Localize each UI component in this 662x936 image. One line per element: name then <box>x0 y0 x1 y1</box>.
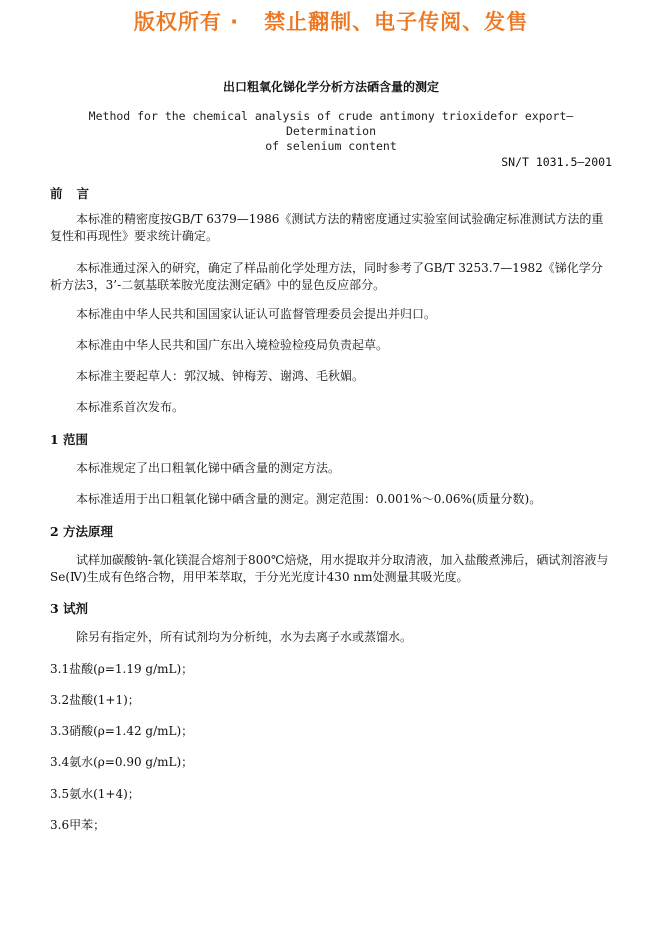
document-title-en <box>50 109 612 154</box>
section-heading-scope: 1 范围 <box>50 432 89 447</box>
foreword-paragraph: 本标准主要起草人：郭汉城、钟梅芳、谢鸿、毛秋媚。 <box>76 369 365 383</box>
reagent-item: 3.6甲苯； <box>50 818 106 832</box>
document-title-cn: 出口粗氧化锑化学分析方法硒含量的测定 <box>222 80 439 94</box>
scope-paragraph: 本标准适用于出口粗氧化锑中硒含量的测定。测定范围：0.001%～0.06%(质量分数)。 <box>76 492 542 506</box>
scope-paragraph: 本标准规定了出口粗氧化锑中硒含量的测定方法。 <box>76 461 341 475</box>
section-heading-principle: 2 方法原理 <box>50 524 114 539</box>
reagent-item: 3.4氨水(ρ=0.90 g/mL)； <box>50 755 194 769</box>
standard-number: SN/T 1031.5—2001 <box>501 155 612 169</box>
title-en-line-1: Method for the chemical analysis of crude antimony trioxidefor export—Determination <box>88 109 574 138</box>
reagent-item: 3.5氨水(1+4)； <box>50 787 140 801</box>
foreword-heading: 前言 <box>50 186 104 201</box>
reagent-item: 3.1盐酸(ρ=1.19 g/mL)； <box>50 662 194 676</box>
principle-paragraph: 试样加碳酸钠-氧化镁混合熔剂于800℃焙烧，用水提取并分取清液，加入盐酸煮沸后，硒试剂溶液与Se(Ⅳ)生成有色络合物，用甲苯萃取，于分光光度计430 nm处测量其吸光度。 <box>50 553 609 584</box>
reagent-item: 3.3硝酸(ρ=1.42 g/mL)； <box>50 724 194 738</box>
foreword-paragraph: 本标准由中华人民共和国广东出入境检验检疫局负责起草。 <box>76 338 389 352</box>
section-heading-reagents: 3 试剂 <box>50 601 89 616</box>
copyright-banner: 版权所有 · 禁止翻制、电子传阅、发售 <box>133 10 529 34</box>
foreword-paragraph: 本标准由中华人民共和国国家认证认可监督管理委员会提出并归口。 <box>76 307 437 321</box>
reagents-intro: 除另有指定外，所有试剂均为分析纯，水为去离子水或蒸馏水。 <box>76 630 413 644</box>
reagent-item: 3.2盐酸(1+1)； <box>50 693 140 707</box>
title-en-line-2: of selenium content <box>265 139 397 153</box>
foreword-paragraph: 本标准通过深入的研究，确定了样品前化学处理方法，同时参考了GB/T 3253.7—1982《锑化学分析方法3，3’-二氨基联苯胺光度法测定硒》中的显色反应部分。 <box>50 261 603 292</box>
foreword-paragraph: 本标准系首次发布。 <box>76 400 185 414</box>
foreword-paragraph: 本标准的精密度按GB/T 6379—1986《测试方法的精密度通过实验室间试验确定标准测试方法的重复性和再现性》要求统计确定。 <box>50 212 604 243</box>
